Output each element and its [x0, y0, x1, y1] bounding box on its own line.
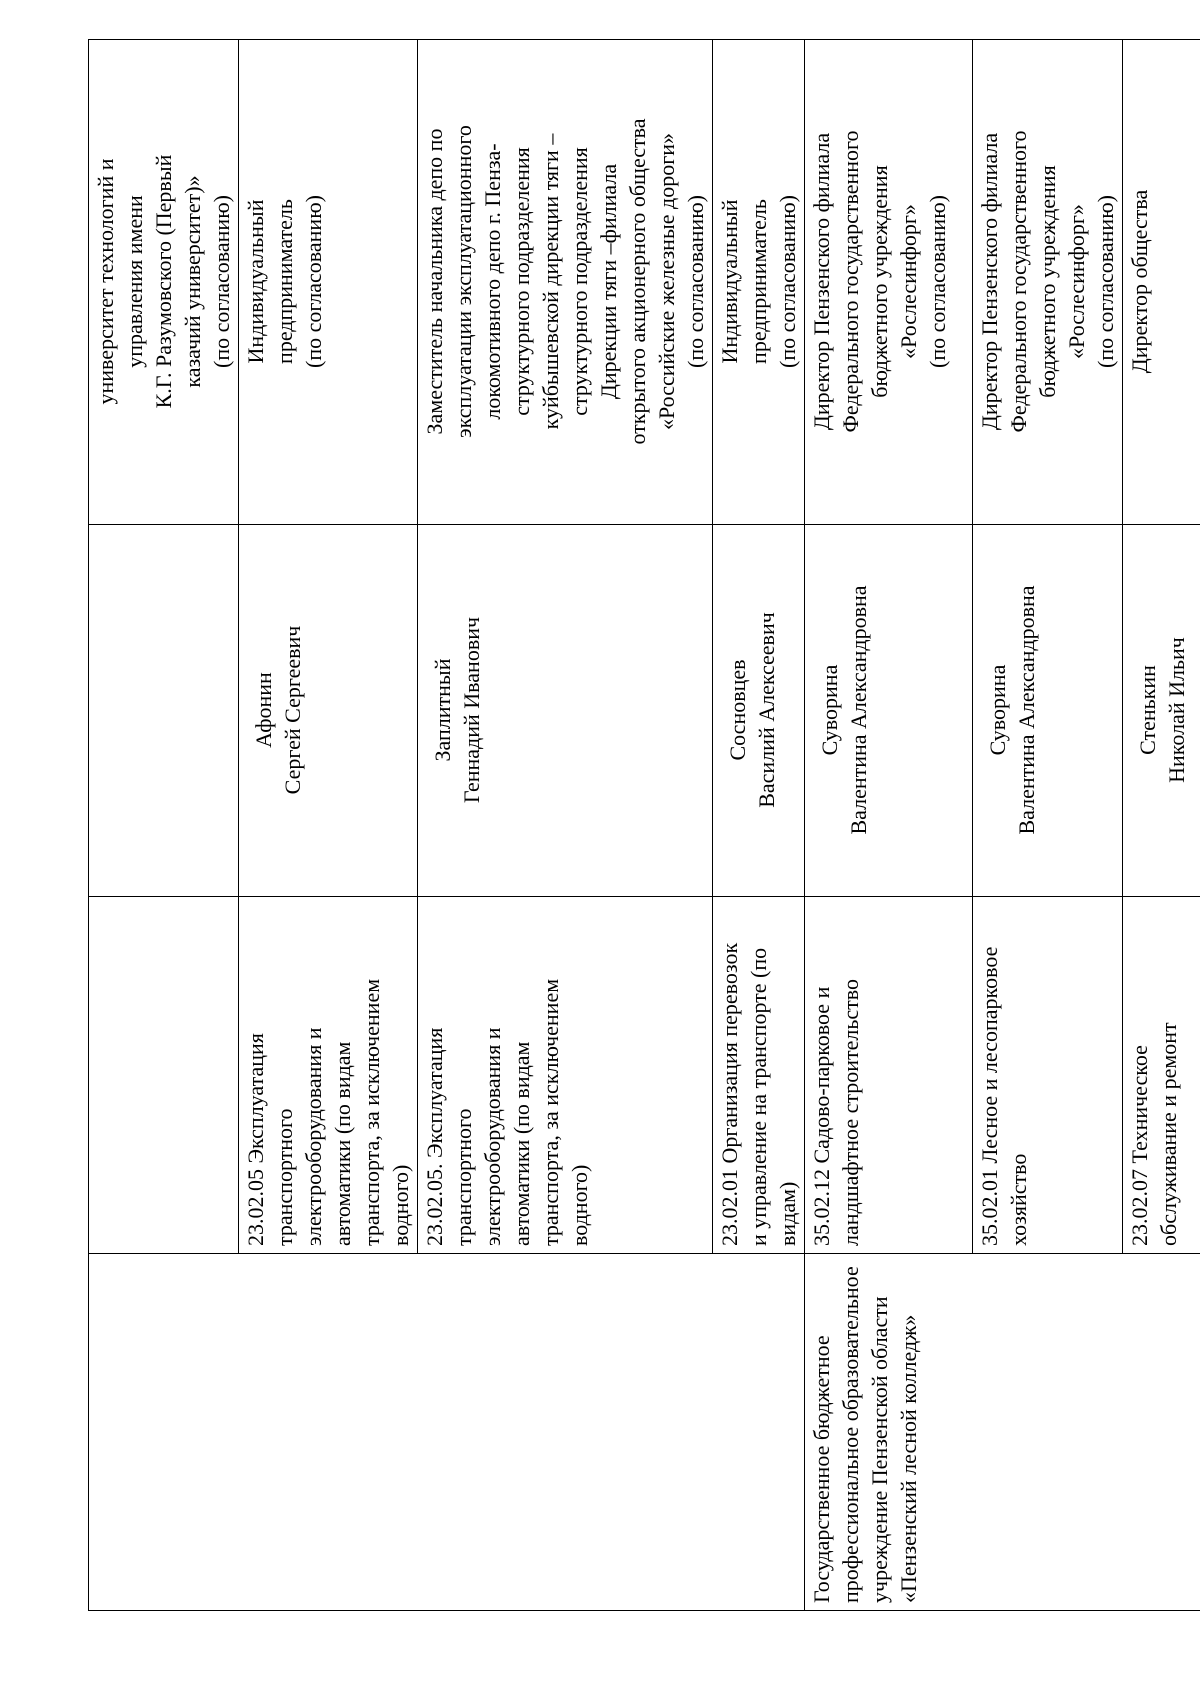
- person-name-cell: Заплитный Геннадий Иванович: [418, 525, 713, 897]
- person-name-cell: Стенькин Николай Ильич: [1123, 525, 1200, 897]
- rotated-page: [88, 40, 1189, 1611]
- specialty-cell: 35.02.01 Лесное и лесопарковое хозяйство: [973, 897, 1123, 1254]
- specialty-cell: [89, 897, 239, 1254]
- position-cell: Директор Пензенского филиала Федерального государственного бюджетного учреждения «Рослесинфорг» (по согласованию): [973, 40, 1123, 525]
- person-name-cell: Суворина Валентина Александровна: [973, 525, 1123, 897]
- position-cell: Индивидуальный предприниматель (по согласованию): [713, 40, 805, 525]
- position-cell: Заместитель начальника депо по эксплуатации эксплуатационного локомотивного депо г. Пенза- структурного подразделения куйбышевской дирекции тяги – структурного подразделения Дирекции тяги –филиала открытого акционерного общества «Российские железные дороги» (по согласованию): [418, 40, 713, 525]
- position-cell: Директор Пензенского филиала Федерального государственного бюджетного учреждения «Рослесинфорг» (по согласованию): [805, 40, 973, 525]
- specialty-cell: 23.02.07 Техническое обслуживание и ремонт: [1123, 897, 1200, 1254]
- specialty-cell: 35.02.12 Садово-парковое и ландшафтное строительство: [805, 897, 973, 1254]
- commission-table: [88, 39, 1200, 1611]
- person-name-cell: Афонин Сергей Сергеевич: [239, 525, 418, 897]
- table-row: [805, 40, 973, 1611]
- position-cell: Индивидуальный предприниматель (по согласованию): [239, 40, 418, 525]
- organization-cell: [89, 1254, 805, 1611]
- specialty-cell: 23.02.05 Эксплуатация транспортного электрооборудования и автоматики (по видам транспорта, за исключением водного): [239, 897, 418, 1254]
- person-name-cell: Суворина Валентина Александровна: [805, 525, 973, 897]
- specialty-cell: 23.02.05. Эксплуатация транспортного электрооборудования и автоматики (по видам транспорта, за исключением водного): [418, 897, 713, 1254]
- position-cell: университет технологий и управления имени К.Г. Разумовского (Первый казачий университет)» (по согласованию): [89, 40, 239, 525]
- person-name-cell: Сосновцев Василий Алексеевич: [713, 525, 805, 897]
- organization-cell: Государственное бюджетное профессиональное образовательное учреждение Пензенской области «Пензенский лесной колледж»: [805, 1254, 1200, 1611]
- specialty-cell: 23.02.01 Организация перевозок и управление на транспорте (по видам): [713, 897, 805, 1254]
- position-cell: Директор общества: [1123, 40, 1200, 525]
- person-name-cell: [89, 525, 239, 897]
- table-row: [89, 40, 239, 1611]
